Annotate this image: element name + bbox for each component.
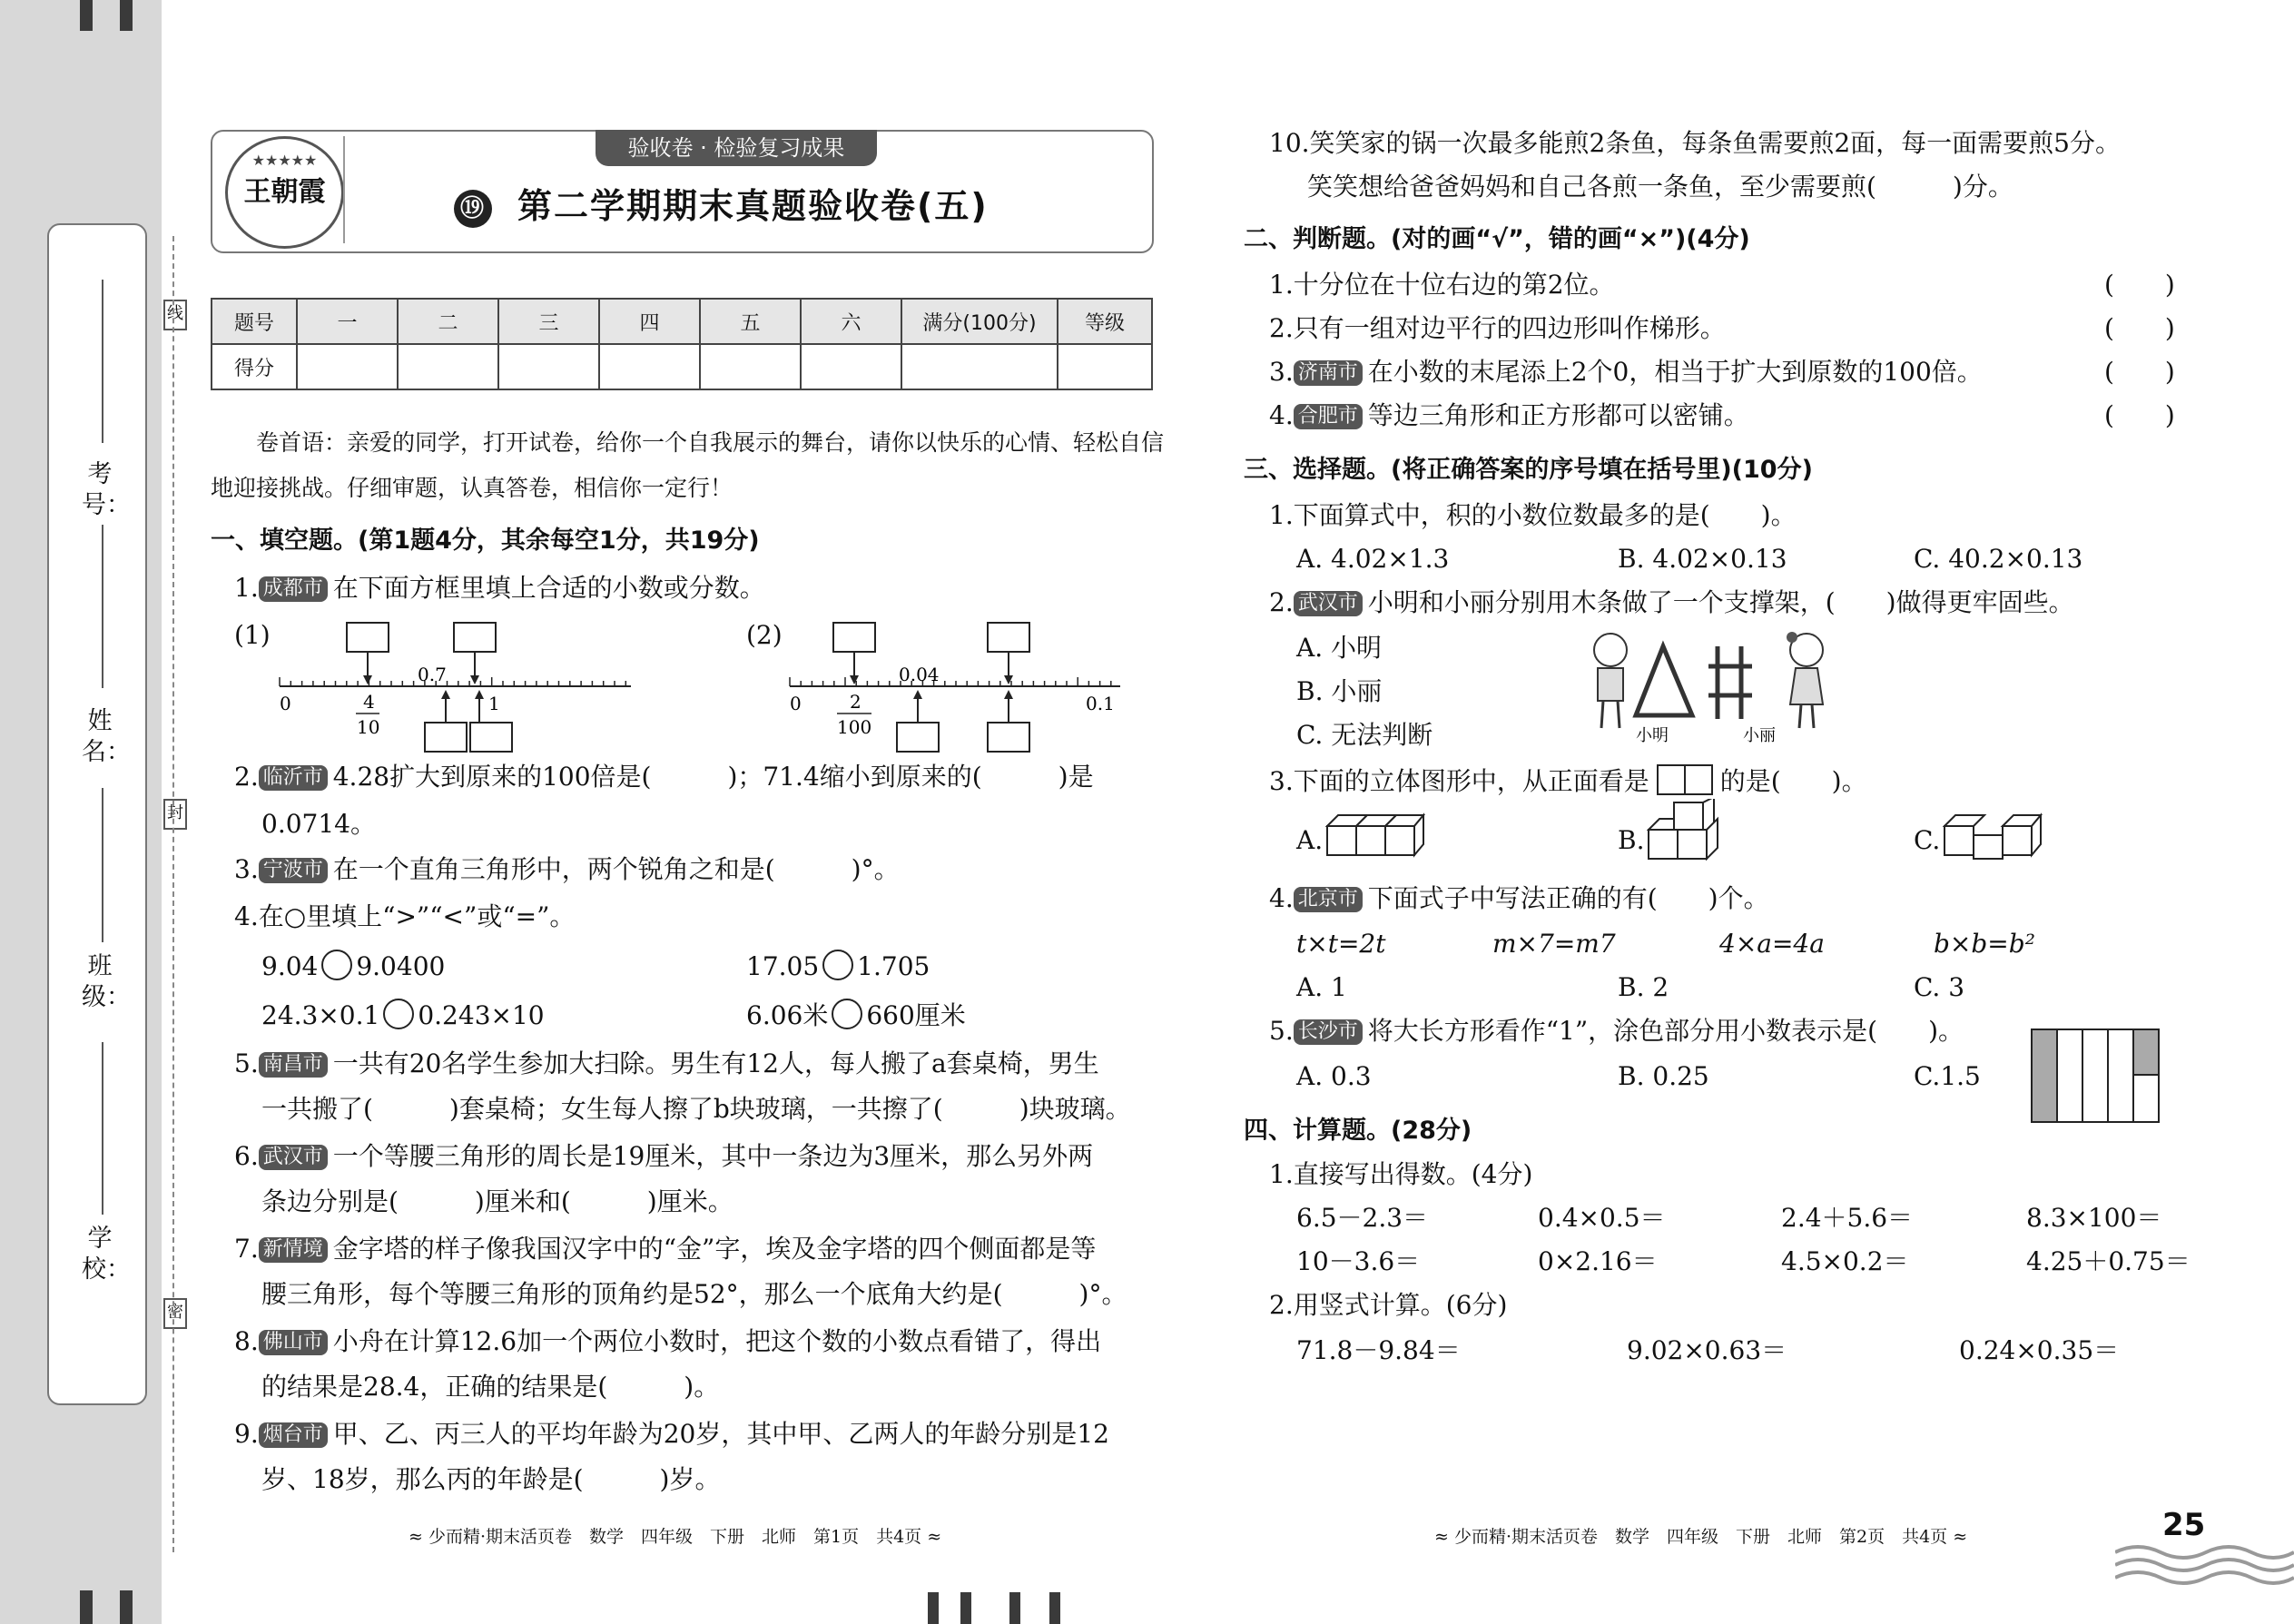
option-a[interactable]: A. 1 <box>1296 972 1347 1002</box>
nl2-end: 0.1 <box>1086 693 1115 714</box>
shaded-strip <box>2032 1029 2057 1122</box>
compare-b <box>746 950 930 983</box>
score-row-label: 得分 <box>212 344 297 389</box>
s1-q2 <box>234 761 1094 793</box>
score-header-cell: 一 <box>297 299 398 344</box>
q-text: 直接写出得数。(4分) <box>1293 1159 1533 1189</box>
s3-q5 <box>1269 1015 1964 1048</box>
score-cell[interactable] <box>700 344 801 389</box>
option-b[interactable]: B. 4.02×0.13 <box>1618 544 1787 574</box>
shaded-half-strip <box>2133 1029 2159 1075</box>
judge-item <box>1269 399 1749 432</box>
s3-q3 <box>1269 764 1867 798</box>
number-line-2 <box>783 617 1146 753</box>
calc-item: 4.25＋0.75＝ <box>2026 1246 2191 1276</box>
strip <box>2108 1029 2133 1122</box>
name-xiaoming: 小明 <box>1636 726 1669 744</box>
q-text: 下面算式中，积的小数位数最多的是( )。 <box>1293 500 1797 530</box>
score-cell[interactable] <box>599 344 700 389</box>
boy-body <box>1598 668 1623 701</box>
score-header-cell: 等级 <box>1058 299 1152 344</box>
nl1-answer-box-top-2 <box>454 623 496 652</box>
q-text: 只有一组对边平行的四边形叫作梯形。 <box>1293 313 1726 343</box>
s1-q4 <box>234 901 575 933</box>
cut-mark-xian: 线 <box>163 300 187 330</box>
city-badge: 长沙市 <box>1294 1019 1363 1045</box>
registration-mark <box>80 1590 93 1624</box>
cube-figure-a <box>1325 810 1425 864</box>
q-text: 笑笑家的锅一次最多能煎2条鱼，每条鱼需要煎2面，每一面需要煎5分。 <box>1309 128 2121 158</box>
compare-left: 24.3×0.1 <box>261 1000 380 1030</box>
vertical-calc-item: 0.24×0.35＝ <box>1959 1335 2120 1365</box>
q-num: 7. <box>234 1234 259 1264</box>
s1-q8 <box>234 1325 1101 1358</box>
xingming-label: 姓名： <box>82 707 131 766</box>
nl1-answer-box-top-1 <box>347 623 389 652</box>
logo-text: 王朝霞 <box>243 176 326 208</box>
nl1-zero: 0 <box>280 693 291 714</box>
option-c[interactable]: C. 无法判断 <box>1296 720 1433 750</box>
vertical-calc-item: 9.02×0.63＝ <box>1627 1335 1787 1365</box>
q-text: 在一个直角三角形中，两个锐角之和是( )°。 <box>332 854 900 884</box>
compare-a <box>261 950 445 983</box>
q-num: 2. <box>1269 1290 1294 1320</box>
registration-mark <box>1049 1592 1060 1624</box>
nl1-arrowhead <box>475 690 484 699</box>
q-text: 在○里填上“>”“<”或“=”。 <box>258 901 576 931</box>
nl2-zero: 0 <box>790 693 802 714</box>
intro-line1: 卷首语：亲爱的同学，打开试卷，给你一个自我展示的舞台，请你以快乐的心情、轻松自信 <box>256 429 1165 456</box>
q-num: 9. <box>234 1419 259 1449</box>
score-header-cell: 满分(100分) <box>901 299 1058 344</box>
city-badge: 武汉市 <box>1294 591 1363 616</box>
registration-mark <box>120 0 133 31</box>
page-number: 25 <box>2157 1507 2210 1543</box>
registration-mark <box>1009 1592 1020 1624</box>
score-cell[interactable] <box>1058 344 1152 389</box>
name-xiaoli: 小丽 <box>1743 726 1776 744</box>
s1-q5-line2: 一共搬了( )套桌椅；女生每人擦了b块玻璃，一共擦了( )块玻璃。 <box>261 1094 1131 1124</box>
registration-mark <box>80 0 93 31</box>
option-a[interactable]: A. 0.3 <box>1296 1061 1372 1091</box>
girl-leg <box>1799 704 1801 728</box>
nl1-answer-box-bottom-1 <box>425 723 467 752</box>
compare-left: 6.06米 <box>746 1000 829 1030</box>
student-info-box <box>47 223 147 1405</box>
q-num: 2. <box>1269 587 1294 617</box>
s3-q1 <box>1269 499 1797 532</box>
strip <box>2082 1029 2108 1122</box>
q-num: 5. <box>234 1048 259 1078</box>
support-frames-illustration <box>1580 626 1843 744</box>
option-a[interactable]: A. 小明 <box>1296 633 1383 663</box>
q-num: 2. <box>1269 313 1294 343</box>
option-c[interactable]: C. 3 <box>1914 972 1965 1002</box>
s1-q1 <box>234 572 765 605</box>
city-badge: 烟台市 <box>259 1422 328 1448</box>
kaohao-label: 考号： <box>82 460 131 519</box>
score-header-row <box>212 299 1152 344</box>
shaded-rectangle-figure <box>2030 1028 2161 1126</box>
q-num: 3. <box>234 854 259 884</box>
calc-item: 2.4＋5.6＝ <box>1781 1203 1914 1233</box>
compare-right: 9.0400 <box>356 951 446 981</box>
option-b[interactable]: B. 小丽 <box>1296 676 1383 706</box>
city-badge: 佛山市 <box>259 1330 328 1355</box>
compare-c <box>261 999 545 1032</box>
compare-circle[interactable] <box>832 999 862 1029</box>
calc-item: 4.5×0.2＝ <box>1781 1246 1909 1276</box>
compare-right: 660厘米 <box>866 1000 966 1030</box>
registration-mark <box>960 1592 971 1624</box>
option-b[interactable]: B. <box>1618 825 1645 855</box>
section4-heading: 四、计算题。(28分) <box>1244 1117 1472 1145</box>
calc-item: 8.3×100＝ <box>2026 1203 2162 1233</box>
option-b[interactable]: B. 0.25 <box>1618 1061 1709 1091</box>
q-num: 6. <box>234 1141 259 1171</box>
nl2-arrowhead <box>850 675 859 684</box>
nl1-answer-box-bottom-2 <box>470 723 512 752</box>
expr-2: m×7=m7 <box>1492 929 1616 959</box>
q-text: 小明和小丽分别用木条做了一个支撑架，( )做得更牢固些。 <box>1367 587 2074 617</box>
expr-3: 4×a=4a <box>1719 929 1825 959</box>
q-num: 4. <box>1269 400 1294 430</box>
s1-q7-line2: 腰三角形，每个等腰三角形的顶角约是52°，那么一个底角大约是( )°。 <box>261 1279 1127 1309</box>
option-a[interactable]: A. 4.02×1.3 <box>1296 544 1450 574</box>
option-b[interactable]: B. 2 <box>1618 972 1669 1002</box>
q-text: 下面式子中写法正确的有( )个。 <box>1367 883 1769 913</box>
option-c[interactable]: C. <box>1914 825 1941 855</box>
vertical-calc-item: 71.8－9.84＝ <box>1296 1335 1461 1365</box>
triangle-frame <box>1636 646 1692 715</box>
judge-item <box>1269 312 1726 345</box>
compare-left: 9.04 <box>261 951 319 981</box>
option-a[interactable]: A. <box>1296 825 1324 855</box>
nl1-arrowhead <box>441 690 450 699</box>
logo: ★★★★★ 王朝霞 <box>225 136 344 249</box>
city-badge: 北京市 <box>1294 887 1363 912</box>
q-text: 一个等腰三角形的周长是19厘米，其中一条边为3厘米，那么另外两 <box>332 1141 1094 1171</box>
girl-leg <box>1812 704 1814 728</box>
q-num: 3. <box>1269 766 1294 796</box>
q-num: 8. <box>234 1326 259 1356</box>
q-num: 1. <box>234 573 259 603</box>
nl2-label: (2) <box>746 620 783 650</box>
score-header-cell: 六 <box>801 299 901 344</box>
header-divider <box>343 136 345 243</box>
score-header-cell: 三 <box>498 299 599 344</box>
judge-paren[interactable]: ( ) <box>2104 313 2175 343</box>
nl1-frac-den: 10 <box>357 716 380 738</box>
score-cell[interactable] <box>901 344 1058 389</box>
cube-figure-c <box>1943 810 2043 864</box>
compare-d <box>746 999 966 1032</box>
nl2-mid: 0.04 <box>899 664 940 685</box>
q-num: 4. <box>1269 883 1294 913</box>
judge-paren[interactable]: ( ) <box>2104 270 2175 300</box>
banji-label: 班级： <box>82 952 131 1011</box>
q-num: 4. <box>234 901 259 931</box>
score-header-cell: 五 <box>700 299 801 344</box>
s1-q6-line2: 条边分别是( )厘米和( )厘米。 <box>261 1186 733 1216</box>
nl2-arrowhead <box>913 690 922 699</box>
score-cell[interactable] <box>498 344 599 389</box>
city-badge: 宁波市 <box>259 858 328 883</box>
q-text: 金字塔的样子像我国汉字中的“金”字，埃及金字塔的四个侧面都是等 <box>332 1234 1097 1264</box>
girl-dress <box>1790 668 1823 704</box>
nl2-arrowhead <box>1004 690 1013 699</box>
nl2-frac-num: 2 <box>850 691 861 713</box>
option-c[interactable]: C. 40.2×0.13 <box>1914 544 2083 574</box>
s1-q7 <box>234 1233 1096 1265</box>
half-strip <box>2133 1075 2159 1122</box>
section2-heading: 二、判断题。(对的画“√”，错的画“×”)(4分) <box>1244 225 1750 253</box>
calc-item: 0.4×0.5＝ <box>1538 1203 1666 1233</box>
score-header-cell: 二 <box>398 299 498 344</box>
q-num: 2. <box>234 762 259 792</box>
strip <box>2057 1029 2082 1122</box>
boy-head <box>1594 634 1627 666</box>
s3-q4 <box>1269 882 1769 915</box>
page-title <box>454 178 989 228</box>
s3-q2 <box>1269 586 2074 619</box>
s4-q1 <box>1269 1158 1532 1191</box>
xuexiao-field[interactable] <box>102 1042 103 1215</box>
q-text: 下面的立体图形中，从正面看是 <box>1293 766 1649 796</box>
score-header-cell: 题号 <box>212 299 297 344</box>
nl2-answer-box-bottom-1 <box>897 723 939 752</box>
nl1-arrowhead <box>470 675 479 684</box>
nl2-ticks <box>790 677 1111 686</box>
q-num: 10. <box>1269 128 1310 158</box>
q-num: 1. <box>1269 270 1294 300</box>
q-text: 十分位在十位右边的第2位。 <box>1293 270 1615 300</box>
s1-q10-line2: 笑笑想给爸爸妈妈和自己各煎一条鱼，至少需要煎( )分。 <box>1307 172 2013 202</box>
nl1-arrowhead <box>363 675 372 684</box>
s1-q2-line2: 0.0714。 <box>261 809 376 839</box>
q-text: 甲、乙、丙三人的平均年龄为20岁，其中甲、乙两人的年龄分别是12 <box>332 1419 1109 1449</box>
q-text: 的是( )。 <box>1719 766 1867 796</box>
s1-q6 <box>234 1140 1093 1173</box>
city-badge: 临沂市 <box>259 765 328 791</box>
section1-heading: 一、填空题。(第1题4分，其余每空1分，共19分) <box>211 527 760 555</box>
score-cell[interactable] <box>801 344 901 389</box>
cut-mark-feng: 封 <box>163 799 187 830</box>
city-badge: 合肥市 <box>1294 404 1363 429</box>
city-badge: 成都市 <box>259 576 328 602</box>
nl2-answer-box-top-1 <box>833 623 875 652</box>
front-view-shape <box>1657 764 1713 795</box>
q-num: 3. <box>1269 357 1294 387</box>
intro-line2: 地迎接挑战。仔细审题，认真答卷，相信你一定行！ <box>211 475 733 501</box>
s1-q5 <box>234 1048 1099 1080</box>
s1-q10 <box>1269 127 2121 160</box>
s1-q9 <box>234 1418 1109 1451</box>
kaohao-field[interactable] <box>102 280 103 443</box>
boy-leg <box>1618 701 1620 728</box>
cut-line <box>172 236 174 1552</box>
q-text: 等边三角形和正方形都可以密铺。 <box>1367 400 1749 430</box>
q-text: 在下面方框里填上合适的小数或分数。 <box>332 573 765 603</box>
q-text: 将大长方形看作“1”，涂色部分用小数表示是( )。 <box>1367 1016 1964 1046</box>
compare-left: 17.05 <box>746 951 820 981</box>
expr-1: t×t=2t <box>1296 929 1386 959</box>
compare-right: 0.243×10 <box>418 1000 545 1030</box>
q-num: 1. <box>1269 1159 1294 1189</box>
boy-leg <box>1601 701 1603 728</box>
option-c[interactable]: C.1.5 <box>1914 1061 1981 1091</box>
xingming-field[interactable] <box>102 525 103 688</box>
calc-item: 6.5－2.3＝ <box>1296 1203 1429 1233</box>
q-text: 在小数的末尾添上2个0，相当于扩大到原数的100倍。 <box>1367 357 1983 387</box>
score-cell[interactable] <box>297 344 398 389</box>
q-num: 1. <box>1269 500 1294 530</box>
s1-q3 <box>234 853 900 886</box>
nl1-label: (1) <box>234 620 271 650</box>
girl-hair <box>1787 632 1797 643</box>
cube-figure-b <box>1647 799 1738 864</box>
expr-4: b×b=b² <box>1934 929 2035 959</box>
calc-item: 10－3.6＝ <box>1296 1246 1421 1276</box>
registration-mark <box>120 1590 133 1624</box>
q-text: 一共有20名学生参加大扫除。男生有12人，每人搬了a套桌椅，男生 <box>332 1048 1099 1078</box>
compare-right: 1.705 <box>857 951 930 981</box>
score-table <box>211 298 1153 390</box>
nl1-ticks <box>280 677 625 686</box>
registration-mark <box>928 1592 939 1624</box>
nl1-one: 1 <box>488 693 500 714</box>
city-badge: 武汉市 <box>259 1145 328 1170</box>
nl1-frac-num: 4 <box>363 691 375 713</box>
exam-number: ⑲ <box>454 190 492 228</box>
compare-circle[interactable] <box>383 999 414 1029</box>
score-header-cell: 四 <box>599 299 700 344</box>
compare-circle[interactable] <box>822 950 853 980</box>
number-line-1 <box>272 617 635 753</box>
q-text: 4.28扩大到原来的100倍是( )；71.4缩小到原来的( )是 <box>332 762 1094 792</box>
nl2-answer-box-bottom-2 <box>988 723 1029 752</box>
compare-circle[interactable] <box>321 950 352 980</box>
title-text: 第二学期期末真题验收卷(五) <box>517 186 989 226</box>
xuexiao-label: 学校： <box>82 1225 131 1284</box>
header-tab: 验收卷 · 检验复习成果 <box>596 130 877 166</box>
judge-item <box>1269 356 1983 389</box>
q-num: 5. <box>1269 1016 1294 1046</box>
calc-item: 0×2.16＝ <box>1538 1246 1658 1276</box>
footer-right: ≈ 少而精·期末活页卷 数学 四年级 下册 北师 第2页 共4页 ≈ <box>1434 1527 1968 1547</box>
q-text: 小舟在计算12.6加一个两位小数时，把这个数的小数点看错了，得出 <box>332 1326 1102 1356</box>
cut-mark-mi: 密 <box>163 1298 187 1329</box>
footer-left: ≈ 少而精·期末活页卷 数学 四年级 下册 北师 第1页 共4页 ≈ <box>409 1527 942 1547</box>
score-cell[interactable] <box>398 344 498 389</box>
city-badge: 济南市 <box>1294 360 1363 386</box>
score-row <box>212 344 1152 389</box>
judge-item <box>1269 269 1615 301</box>
q-text: 用竖式计算。(6分) <box>1293 1290 1508 1320</box>
nl2-frac-den: 100 <box>837 716 872 738</box>
city-badge: 新情境 <box>259 1237 328 1263</box>
nl1-mid: 0.7 <box>418 664 447 685</box>
nl2-answer-box-top-2 <box>988 623 1029 652</box>
s1-q9-line2: 岁、18岁，那么丙的年龄是( )岁。 <box>261 1464 721 1494</box>
city-badge: 南昌市 <box>259 1052 328 1078</box>
s1-q8-line2: 的结果是28.4，正确的结果是( )。 <box>261 1372 720 1402</box>
banji-field[interactable] <box>102 788 103 942</box>
s4-q2 <box>1269 1289 1507 1322</box>
section3-heading: 三、选择题。(将正确答案的序号填在括号里)(10分) <box>1244 456 1813 484</box>
judge-paren[interactable]: ( ) <box>2104 400 2175 430</box>
judge-paren[interactable]: ( ) <box>2104 357 2175 387</box>
